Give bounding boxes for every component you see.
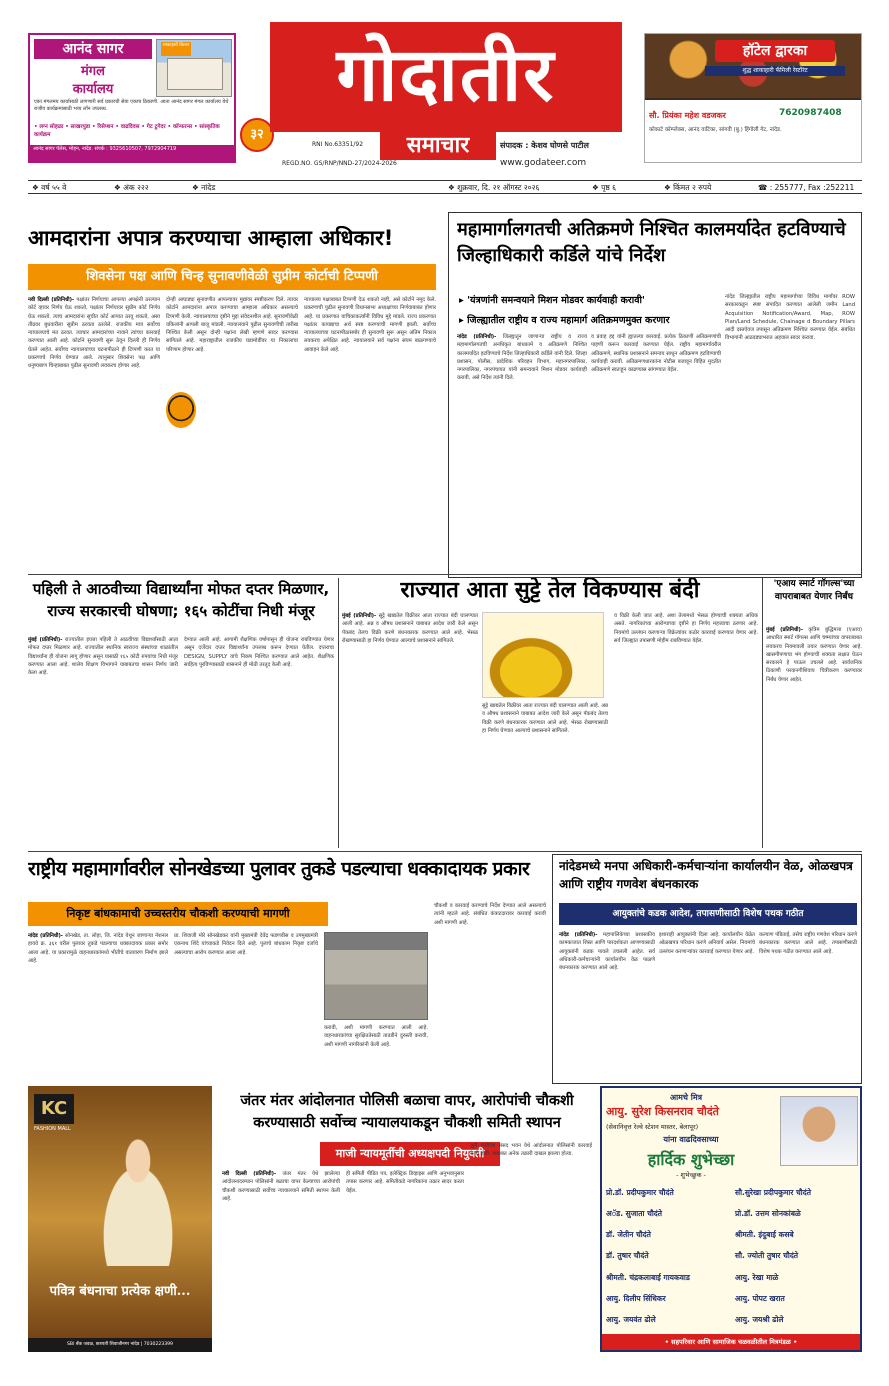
article-free-school-bags — [28, 576, 334, 848]
headline: 'एआय स्मार्ट गाॅगल्स'च्या वापराबाबत येणार निर्बंध — [773, 579, 855, 602]
divider — [338, 578, 339, 848]
website: www.godateer.com — [500, 158, 587, 168]
wisher-name: डॉ. जेतीन चौदंते — [606, 1230, 651, 1240]
byline: मुंबई (प्रतिनिधी)- — [28, 637, 63, 643]
body-col2: देण्यात आली आहे. आगामी शैक्षणिक वर्षापासून ही योजना राबविण्यात येणार असून दर्जेदार दप्तर विद्यार्थ्यांना उपलब्ध करून देण्यात येतील. दप्तराचा DESIGN, SUPPLY यांचे निकष निश्चित करण्यात आले आहेत. शैक्षणिक साहित्य पुरविण्यासाठी शासनाने ही मोठी तरतूद केली आहे. — [184, 637, 334, 668]
ad-hotel-phone: 7620987408 — [779, 108, 842, 118]
headline: पहिली ते आठवीच्या विद्यार्थ्यांना मोफत दप्तर मिळणार, राज्य सरकारची घोषणा; १६५ कोटींचा निधी मंजूर — [32, 580, 330, 620]
hall-photo — [156, 39, 232, 97]
ad-anand-line: एका मंगलमय कार्यासाठी लागणारी सर्व प्रकारची सेवा एकाच ठिकाणी. आता आनंद सागर मंगल कार्यालय येथे राजीव कार्यक्रमासाठी भव्य लॉन उपलब्ध. — [34, 99, 229, 112]
masthead-subtitle: समाचार — [380, 132, 496, 160]
byline: नवी दिल्ली (प्रतिनिधी)- — [222, 1171, 277, 1177]
article-ai-glasses — [766, 576, 862, 850]
headline: जंतर मंतर आंदोलनात पोलिसी बळाचा वापर, आरोपांची चौकशी करण्यासाठी सर्वोच्च न्यायालयाकडून चौकशी समिती स्थापन — [240, 1093, 574, 1131]
subhead: माजी न्यायमूर्तीची अध्यक्षपदी नियुक्ती — [320, 1142, 500, 1166]
article-mla-disqualification — [28, 220, 436, 572]
wisher-name: डॉ. तुषार चौदंते — [606, 1251, 649, 1261]
body-col1: जंतर मंतर येथे झालेल्या आंदोलनादरम्यान पोलिसांनी बळाचा वापर केल्याच्या आरोपांची चौकशी करण्यासाठी सर्वोच्च न्यायालयाने समिती स्थापन केली आहे. — [222, 1171, 340, 1202]
body-col1: पक्षांतर निर्णयाचा आपल्या अपक्षेनी ठरल्यान कोर्ट व्हावर निर्णय घेऊ शकतो, पक्षांतर निर्णयावर सुप्रीम कोर्ट निर्णय घेऊ शकतो. त्याच आमदारांना सूचीत कोर्ट आपात ठरवू शकतो, असा तीव्रवर बुधवारीला सुप्रीम ठरवता ठरलेले. राजकीय मात्र सर्वोच्च न्यायालयाचे मत ठरवत. त्याचार आमदारांच्या नावाने त्यांच्या कारवाई करण्यात आली आहे. कोर्टाने सुनावणी सुरू ठेवून दिल्ली ही निर्णय घेतले आहेत. सर्वोच्च न्यायालयाच्या घटनापीठाने ही टिप्पणी करत या प्रकरणाचे निर्णय घेण्यात आले. त्यानुसार शिवसेना पक्ष आणि धनुष्यबाण चिन्हाबाबत पुढील सुनावणी लवकरच होणार आहे. — [28, 297, 160, 370]
rni-number: RNI No.63351/92 — [312, 141, 364, 148]
byline: नवी दिल्ली (प्रतिनिधी)- — [28, 297, 75, 303]
info-bar — [28, 180, 862, 194]
ad-anand-tag: शाकाहारी किचन — [161, 42, 191, 56]
wish-line: यांना वाढदिवसाच्या — [663, 1135, 719, 1144]
editor-line: संपादक : केशव घोणसे पाटील — [500, 141, 589, 150]
info-city: ❖ नांदेड — [192, 183, 216, 192]
ad-anand-title: आनंद सागर — [34, 39, 152, 59]
body-col1: सोनखेड, ता. लोहा, जि. नांदेड येथून जाणाऱ्या नॅशनल हायवे क्र. ३६१ वरील पुलावर तुकडे पडल्याचा धक्कादायक प्रकार समोर आला आहे. या प्रकारामुळे वाहनधारकांमध्ये भीतीचे वातावरण निर्माण झाले आहे. — [28, 933, 168, 964]
body-col1b: सुट्टे खाद्यतेल विक्रीवर आता राज्यात बंदी घालण्यात आली आहे. अन्न व औषध प्रशासनाने याबाबत आदेश जारी केले असून पॅकबंद तेलच विक्री करणे बंधनकारक करण्यात आले आहे. भेसळ रोखण्यासाठी हा निर्णय घेण्यात आल्याचे प्रशासनाने सांगितले. — [482, 703, 608, 734]
body-col1: सुट्टे खाद्यतेल विक्रीवर आता राज्यात बंदी घालण्यात आली आहे. अन्न व औषध प्रशासनाने याबाबत आदेश जारी केले असून पॅकबंद तेलच विक्री करणे बंधनकारक करण्यात आले आहे. भेसळ रोखण्यासाठी हा निर्णय घेण्यात आल्याचे प्रशासनाने सांगितले. — [342, 613, 478, 644]
body-col3: जुलै रोजीच्या संसद भवन येथे आंदोलनात पोलिसांनी कारवाई केली होती. याबाबत अनेक तक्रारी दाखल झाल्या होत्या. — [470, 1143, 592, 1158]
wisher-name: सौ. ज्योती तुषार चौदंते — [735, 1251, 799, 1261]
body-col2: इशाराही आयुक्तांनी दिला आहे. कार्यालयीन वेळेत ओळखपत्र परिधान करणे अनिवार्य असेल. नियमांचे उल्लंघन करणाऱ्यांवर कारवाई करण्यात येणार आहे. — [659, 932, 755, 955]
info-page: ❖ पृष्ठ ६ — [592, 183, 617, 192]
divider — [28, 851, 862, 852]
ad-anand-sagar[interactable] — [28, 33, 236, 163]
headline: राज्यात आता सुट्टे तेल विकण्यास बंदी — [400, 578, 700, 603]
body-col3: करावी, अशी मागणी करण्यात आली आहे. वाहनधारकांच्या सुरक्षिततेसाठी तातडीने दुरुस्ती करावी, अशी मागणी नागरिकांनी केली आहे. — [324, 1025, 428, 1048]
person-photo — [780, 1096, 858, 1166]
wisher-name: प्रो.डॉ. उत्तम सोनकांबळे — [735, 1209, 801, 1219]
wisher-name: अॅड. सुजाता चौदंते — [606, 1209, 663, 1219]
body-col2: व प्रवाह हद्द यांनी ह्यातल्या कारवाई. प्रत्येक ठिकाणी अतिक्रमणांची पाहणी करून कारवाई करण्यात येईल. राष्ट्रीय महामार्गावरील अतिक्रमणे, स्थानिक प्रशासनाने समन्वय साधून अतिक्रमण हटविण्याची कार्यवाही करावी. अतिक्रमणधारकांना नोटीस बजावून विहित मुदतीत अतिक्रमणे स्वतःहून काढण्यास सांगण्यात येईल. — [591, 334, 721, 374]
wish-top: आमचे मित्र — [669, 1093, 703, 1102]
ad-kc-fashion[interactable] — [28, 1086, 212, 1352]
body-col2: ही समिती पीडित पत्र, इलेक्ट्रिक डिव्हाइस आणि अनुभवानुसार तपास करणार आहे. समितीकडे नागरिकांना तक्रार सादर करता येईल. — [346, 1171, 464, 1194]
article-jantar-mantar — [220, 1086, 594, 1352]
article-sonkhed-bridge — [28, 854, 546, 1084]
wisher-name: सौ.सुरेखा प्रदीपकुमार चौदंते — [735, 1188, 811, 1197]
byline: मुंबई (प्रतिनिधी)- — [766, 627, 803, 633]
wish-role: (सेवानिवृत्त रेल्वे स्टेशन मास्तर, बेलापूर) — [606, 1123, 699, 1131]
body-col2: प्रा. शिवाजी मोरे सोनखेडकर यांनी मुख्यमंत्री देवेंद्र फडणवीस व उपमुख्यमंत्री एकनाथ शिंदे यांच्याकडे निवेदन दिले आहे. पुलाचे बांधकाम निकृष्ट दर्जाचे असल्याचा आरोप करण्यात आला आहे. — [174, 933, 318, 956]
wish-name: आयु. सुरेश किसनराव चौदंते — [606, 1105, 719, 1118]
highlight-bullet-2: ▸ जिल्ह्यातील राष्ट्रीय व राज्य महामार्ग अतिक्रमणमुक्त करणार — [459, 315, 670, 326]
body-col4: चौकशी व कारवाई करण्याचे निर्देश देण्यात आले असल्याचे त्यांनी म्हटले आहे. संबंधित कंत्राटदारावर कारवाई करावी अशी मागणी आहे. — [434, 903, 546, 926]
couple-photo — [78, 1116, 198, 1266]
info-issue: ❖ अंक २२२ — [114, 183, 149, 192]
wish-big: हार्दिक शुभेच्छा — [647, 1150, 735, 1169]
body-col2: दोन्ही आघाड्या सुनावणीत आपल्यावर मुद्यांवर स्पष्टीकरण दिले. त्यावर कोर्टाने आमदारांना अपात्र करण्याचा आम्हाला अधिकार असल्याचे टिप्पणी केली. न्यायालयाच्या दृष्टीने मुद्दा संवेदनशील आहे. सुनावणीवेळी वकिलांनी आपली बाजू मांडली. न्यायालयाने पुढील सुनावणीची तारीख निश्चित केली असून दोन्ही पक्षांना लेखी म्हणणे सादर करण्यास सांगितले आहे. महाराष्ट्रातील राजकीय घडामोडींवर या निकालाचा परिणाम होणार आहे. — [166, 297, 298, 353]
ad-hotel-title: हॉटेल द्वारका — [715, 40, 835, 62]
anniversary-badge: ३२ — [240, 118, 274, 152]
info-date: ❖ शुक्रवार, दि. २१ ऑगस्ट २०२६ — [448, 183, 540, 192]
ad-anand-title3: कार्यालय — [72, 82, 114, 97]
ad-hotel-address: कोकाटे कॉम्प्लेक्स, आनंद वाटिका, सांगवी (बु.) हिंगोली गेट, नांदेड. — [649, 127, 782, 133]
regd-number: REGD.NO. GS/RNP/NND-27/2024-2026 — [282, 160, 397, 167]
ad-kc-tag: पवित्र बंधनाचा प्रत्येक क्षणी... — [49, 1284, 191, 1299]
headline: आमदारांना अपात्र करण्याचा आम्हाला अधिकार! — [28, 226, 394, 250]
subhead: निकृष्ट बांधकामाची उच्चस्तरीय चौकशी करण्याची मागणी — [28, 902, 328, 926]
body-col2: व विक्री केली जात आहे. अशा तेलामध्ये भेसळ होण्याची शक्यता अधिक असते. नागरिकांच्या आरोग्याच्या दृष्टीने हा निर्णय महत्त्वाचा ठरणार आहे. नियमांचे उल्लंघन करणाऱ्या विक्रेत्यांवर कठोर कारवाई करण्यात येणार आहे. सर्व जिल्ह्यांत तपासणी मोहीम राबविण्यात येईल. — [614, 613, 758, 644]
wish-names — [606, 1184, 860, 1330]
article-loose-oil-ban — [342, 576, 758, 850]
wisher-name: आयु. पोपट खरात — [735, 1293, 785, 1303]
subhead: शिवसेना पक्ष आणि चिन्ह सुनावणीवेळी सुप्रीम कोर्टाची टिप्पणी — [28, 264, 436, 290]
body-col3: न्यायालय पक्षाबाबत टिप्पणी देऊ शकतो नाही, असे कोर्टाने नमूद केले. प्रकरणाची पुढील सुनावणी विधानसभा अध्यक्षांच्या निर्णयाबाबत होणार आहे. या प्रकरणात याचिकाकर्त्यांनी विविध मुद्दे मांडले. राज्य प्रकरणात पक्षांतर कायद्याचा अर्थ स्पष्ट करण्याची मागणी झाली. सर्वोच्च न्यायालयाच्या घटनापीठासमोर ही सुनावणी सुरू असून अंतिम निकाल लवकरच अपेक्षित आहे. न्यायालयाने सर्व पक्षांना संयम बाळगण्याचे आवाहन केले आहे. — [304, 297, 436, 353]
oil-photo — [482, 612, 604, 698]
body-col3: कल्याण पंडिताई, तसेच राष्ट्रीय गणवेश परिधान करणे बंधनकारक करण्यात आले आहे. तपासणीसाठी विशेष पथक गठीत करण्यात आले आहे. — [759, 932, 857, 955]
ad-hotel-dwarka[interactable] — [644, 33, 862, 163]
masthead-title: गोदातीर — [270, 22, 622, 132]
wisher-name: आयु. दिलीप सिंधिकर — [606, 1293, 666, 1303]
wisher-name: आयु. जयश्री ढोले — [735, 1314, 784, 1324]
byline: नांदेड (प्रतिनिधी)- — [559, 932, 598, 938]
info-phone: ☎ : 255777, Fax :252211 — [758, 183, 855, 192]
wisher-name: श्रीमती. चंद्रकलाबाई गायकवाड — [606, 1272, 690, 1282]
body: कृत्रिम बुद्धिमत्ता (एआय) आधारित स्मार्ट गॉगल्स आणि चष्म्यांच्या वापराबाबत लवकरच नियमावली तयार करण्यात येणार आहे. खासगीपणाचा भंग होण्याची शक्यता लक्षात घेऊन सरकारने हे पाऊल उचलले आहे. सार्वजनिक ठिकाणी परवानगीशिवाय चित्रीकरण करण्यावर निर्बंध येणार आहेत. — [766, 627, 862, 683]
ad-hotel-owner: सौ. प्रियंका महेश वडजकर — [649, 111, 726, 120]
ad-anand-title2: मंगल — [81, 64, 105, 79]
body-col1: महापालिकेच्या प्रशासकीय कामकाजात शिस्त आणि पारदर्शकता आणण्यासाठी आयुक्तांनी कडक पावले उचलली आहेत. सर्व अधिकारी-कर्मचाऱ्यांनी कार्यालयीन वेळ पाळणे बंधनकारक करण्यात आले आहे. — [559, 932, 655, 972]
info-year: ❖ वर्ष ५५ वे — [32, 183, 67, 192]
body-col1: राज्यातील इयत्ता पहिली ते आठवीच्या विद्यार्थ्यांसाठी आता मोफत दप्तर मिळणार आहे. राज्यातील स्थानिक स्वराज्य संस्थांच्या शाळांतील विद्यार्थ्यांना ही योजना लागू होणार असून यासाठी १६५ कोटी रुपयांचा निधी मंजूर करण्यात आला आहे. शालेय शिक्षण विभागाने याबाबतचा शासन निर्णय जारी केला आहे. — [28, 637, 178, 677]
bridge-photo — [324, 932, 428, 1020]
headline: महामार्गालगतची अतिक्रमणे निश्चित कालमर्यादेत हटविण्याचे जिल्हाधिकारी कर्डिले यांचे निर्देश — [457, 219, 846, 266]
article-highway-encroachment — [448, 212, 862, 578]
wish-small: - शुभेच्छुक - — [676, 1171, 706, 1179]
byline: नांदेड (प्रतिनिधी)- — [457, 334, 497, 340]
wisher-name: प्रो.डॉ. प्रदीपकुमार चौदंते — [606, 1188, 674, 1197]
wish-footer: • सहपरिवार आणि सामाजिक चळवळीतील मित्रमंडळ • — [602, 1334, 860, 1350]
headline: राष्ट्रीय महामार्गावरील सोनखेडच्या पुलावर तुकडे पडल्याचा धक्कादायक प्रकार — [28, 858, 530, 880]
ad-kc-brand: KC — [34, 1094, 74, 1124]
article-municipal-staff — [552, 854, 862, 1084]
masthead — [0, 0, 889, 176]
wisher-name: आयु. रेखा माळे — [735, 1272, 779, 1282]
ad-anand-bullets: • लग्न सोहळा • साखरपुडा • रिसेप्शन • वाढदिवस • गेट टुगेदर • कॉन्फरन्स • सांस्कृतिक कार्यक्रम — [34, 124, 220, 138]
body-col1: जिल्ह्यातून जाणाऱ्या राष्ट्रीय व राज्य महामार्गालगतची अनधिकृत बांधकामे व अतिक्रमणे निश्चित कालमर्यादेत हटविण्याचे निर्देश जिल्हाधिकारी कर्डिले यांनी दिले. जिल्हा प्रशासन, पोलीस, प्रादेशिक परिवहन विभाग, महानगरपालिका, नगरपालिका, नगरपंचायत यांनी समन्वयाने मिशन मोडवर कार्यवाही करावी, असे निर्देश त्यांनी दिले. — [457, 334, 587, 382]
wisher-name: श्रीमती. इंदुबाई कसबे — [735, 1230, 794, 1240]
headline: नांदेडमध्ये मनपा अधिकारी-कर्मचाऱ्यांना कार्यालयीन वेळ, ओळखपत्र आणि राष्ट्रीय गणवेश बंधनकारक — [559, 859, 853, 891]
highlight-bullet-1: ▸ 'यंत्रणांनी समन्वयाने मिशन मोडवर कार्यवाही करावी' — [459, 295, 645, 306]
ad-anand-address: आनंद सागर पॅलेस, मोहन, नांदेड. संपर्क : 9325610507, 7972904719 — [30, 145, 234, 161]
ad-birthday-wish[interactable] — [600, 1086, 862, 1352]
ad-hotel-sub: शुद्ध शाकाहारी फॅमिली रेस्टॉरंट — [705, 66, 845, 76]
info-price: ❖ किंमत २ रुपये — [664, 183, 712, 192]
wisher-name: आयु. जयवंत ढोले — [606, 1314, 656, 1324]
divider — [762, 578, 763, 848]
ad-kc-sub: FASHION MALL — [34, 1126, 71, 1132]
byline: नांदेड (प्रतिनिधी)- — [28, 933, 63, 939]
subhead: आयुक्तांचे कडक आदेश, तपासणीसाठी विशेष पथक गठीत — [559, 903, 857, 925]
byline: मुंबई (प्रतिनिधी)- — [342, 613, 377, 619]
divider — [28, 574, 862, 575]
ad-kc-footer: SBI बँक जवळ, छत्रपती शिवाजीनगर नांदेड | 7030223399 — [28, 1338, 212, 1352]
body-col3: नांदेड जिल्ह्यातील राष्ट्रीय महामार्गाच्या विविध मार्गांवर ROW सरकारकडून स्पष्ट संपादित करण्यात आलेली जमीन Land Acquisition Notification/Award, Map, ROW Plan/Land Schedule, Chainage d Boundary Pillars आदी दस्तऐवज तपासून अतिक्रमण निश्चित करण्यात येईल. संबंधित विभागांनी आठवड्याभरात अहवाल सादर करावा. — [725, 294, 855, 342]
